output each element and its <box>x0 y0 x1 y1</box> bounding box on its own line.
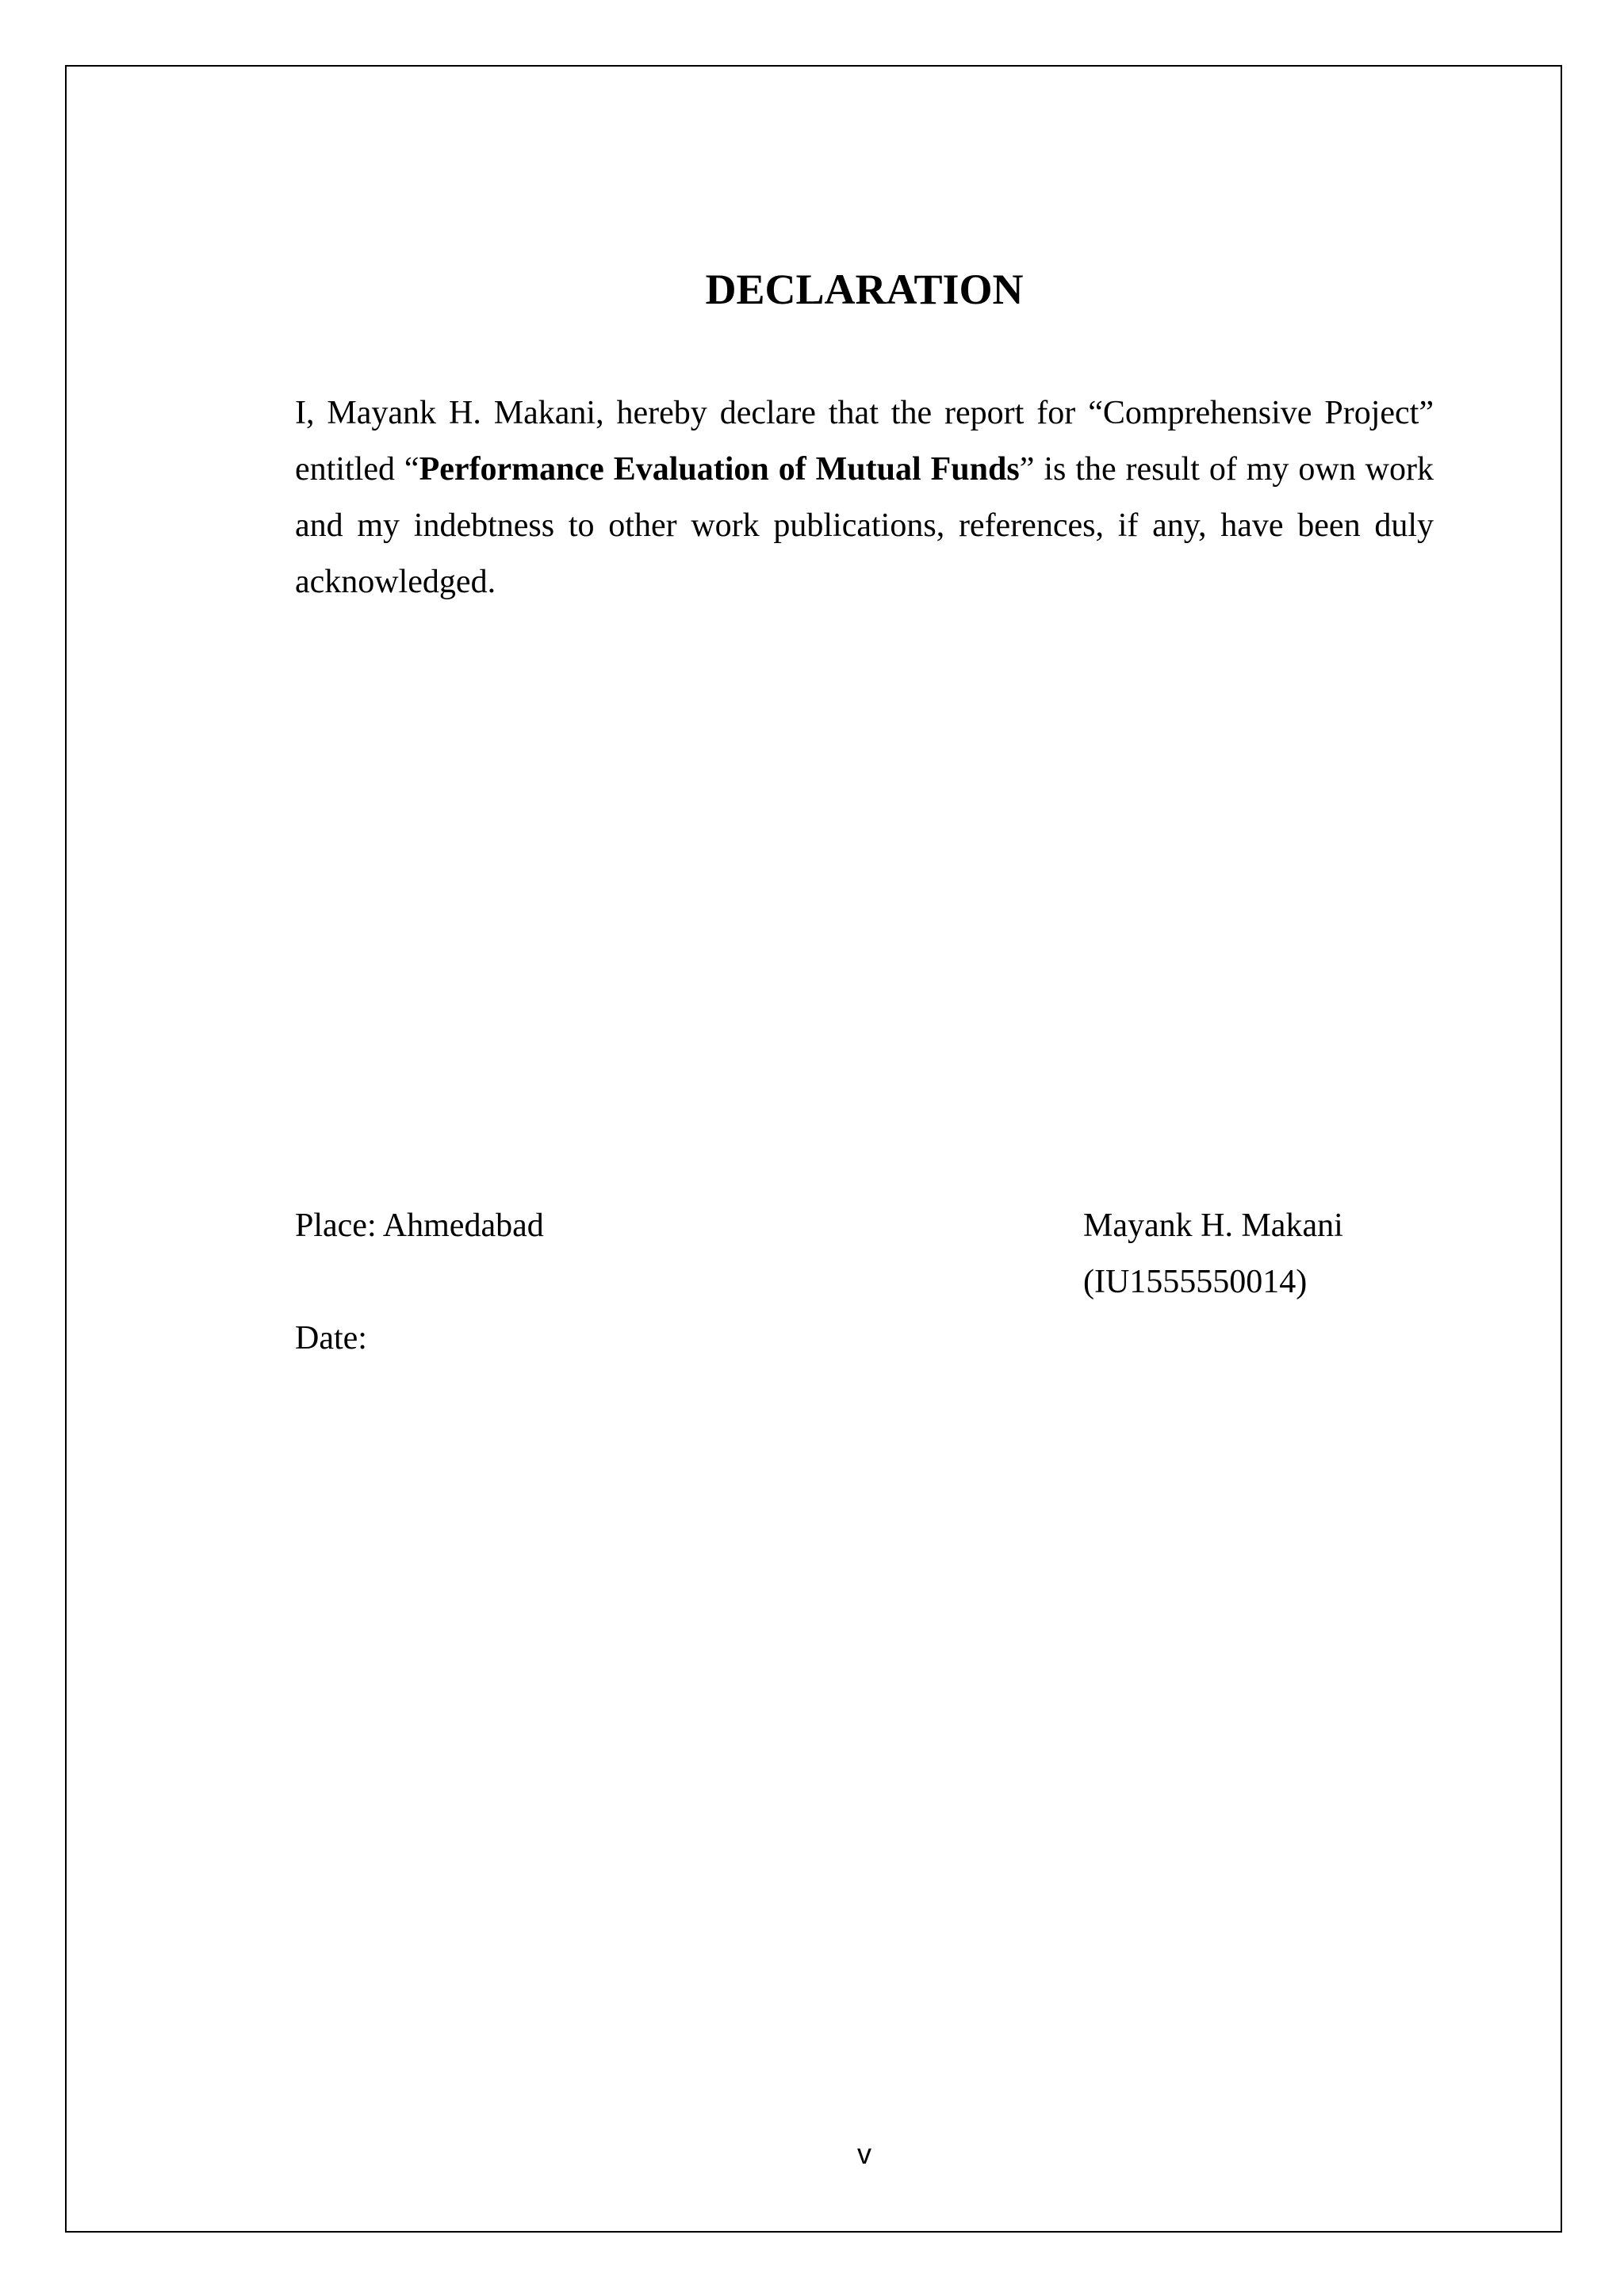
report-title: Performance Evaluation of Mutual Funds <box>419 451 1020 488</box>
page-title: DECLARATION <box>705 266 1024 313</box>
declaration-text-end: ” is the result of my own work and my indebtness to other work publications, references, if any, have been duly acknowledged. <box>295 451 1434 600</box>
page-number: v <box>857 2137 871 2170</box>
date-line: Date: <box>295 1320 367 1357</box>
place-line: Place: Ahmedabad <box>295 1207 544 1244</box>
declaration-paragraph <box>295 385 1434 610</box>
signatory-name: Mayank H. Makani <box>1083 1207 1343 1244</box>
signature-block <box>1083 1198 1343 1311</box>
declaration-text-start: I, Mayank H. Makani, hereby declare that the report for “Comprehensive Project” entitled “ <box>295 395 1434 488</box>
signatory-id: (IU1555550014) <box>1083 1264 1308 1300</box>
